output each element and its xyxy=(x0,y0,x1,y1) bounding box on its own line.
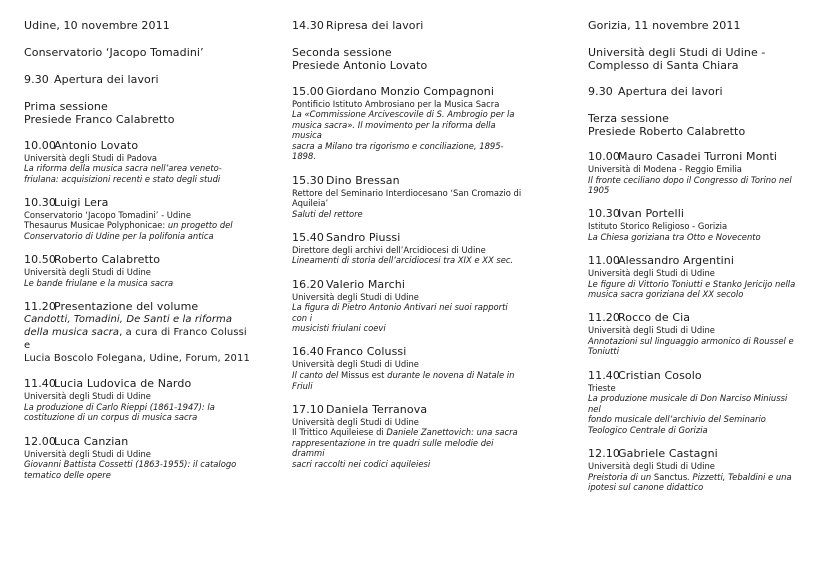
talk-title xyxy=(588,472,798,483)
session-3-header xyxy=(588,112,798,138)
talk-title-roman: Sanctus xyxy=(653,471,688,482)
session-title: Seconda sessione xyxy=(292,46,392,59)
talk-entry xyxy=(292,278,522,334)
talk-entry xyxy=(588,150,798,196)
talk-title-cont: rappresentazione in tre quadri sulle melodie dei drammi xyxy=(292,437,494,459)
book-title: Candotti, Tomadini, De Santi e la riforma xyxy=(24,313,233,325)
talk-affiliation: Direttore degli archivi dell’Arcidiocesi di Udine xyxy=(292,244,486,255)
talk-title xyxy=(292,370,522,381)
day1-morning-column xyxy=(24,19,250,492)
talk-affiliation: Università degli Studi di Udine xyxy=(292,291,419,302)
venue-line-cont: Complesso di Santa Chiara xyxy=(588,59,739,72)
talk-title-cont: 1905 xyxy=(588,185,610,196)
talk-entry xyxy=(292,231,522,266)
talk-title-roman: Missus est xyxy=(341,370,385,380)
talk-speaker: Franco Colussi xyxy=(326,345,407,359)
day1-venue: Conservatorio ‘Jacopo Tomadini’ xyxy=(24,46,204,59)
talk-speaker: Gabriele Castagni xyxy=(618,447,718,460)
talk-title-cont: musicisti friulani coevi xyxy=(292,323,386,334)
talk-title: Le figure di Vittorio Toniutti e Stanko Jericijo nella xyxy=(588,278,796,289)
talk-speaker: Roberto Calabretto xyxy=(54,253,161,267)
talk-title: Le bande friulane e la musica sacra xyxy=(24,277,174,288)
talk-time: 11.40 xyxy=(24,377,56,391)
talk-entry xyxy=(588,447,798,493)
resume-label: Ripresa dei lavori xyxy=(326,19,424,32)
talk-speaker: Valerio Marchi xyxy=(326,277,406,291)
talk-title-italic: Il canto del xyxy=(292,370,342,380)
talk-affiliation: Trieste xyxy=(588,382,616,393)
talk-affiliation: Università degli Studi di Udine xyxy=(24,448,151,459)
talk-title-cont: sacri raccolti nei codici aquileiesi xyxy=(292,459,431,470)
venue-line: Università degli Studi di Udine - xyxy=(588,46,766,59)
talk-speaker: Dino Bressan xyxy=(326,173,400,187)
talk-title-italic: Daniele Zanettovich xyxy=(386,427,472,438)
talk-title-cont: ipotesi sul canone didattico xyxy=(588,482,704,493)
talk-title: La produzione musicale di Don Narciso Miniussi nel xyxy=(588,393,788,414)
talk-title-cont: Conservatorio di Udine per la polifonia antica xyxy=(24,230,214,241)
talk-entry xyxy=(588,369,798,436)
talk-title-cont: fondo musicale dell’archivio del Seminario xyxy=(588,414,766,425)
talk-entry xyxy=(292,174,522,220)
talk-speaker: Giordano Monzio Compagnoni xyxy=(326,84,494,98)
talk-time: 11.40 xyxy=(588,368,620,382)
talk-entry xyxy=(24,139,250,185)
talk-affiliation: Conservatorio ‘Jacopo Tomadini’ - Udine xyxy=(24,209,192,220)
talk-time: 11.20 xyxy=(588,311,620,325)
talk-entry xyxy=(588,311,798,357)
talk-speaker: Lucia Ludovica de Nardo xyxy=(54,377,192,391)
talk-speaker: Alessandro Argentini xyxy=(618,253,734,267)
opening-label: Apertura dei lavori xyxy=(54,73,159,86)
talk-title: Saluti del rettore xyxy=(292,208,363,219)
talk-time: 12.00 xyxy=(24,434,56,448)
talk-title: La figura di Pietro Antonio Antivari nei suoi rapporti con i xyxy=(292,302,508,323)
talk-title-cont: musica sacra goriziana del XX secolo xyxy=(588,289,744,300)
talk-title-roman: Il Trittico Aquileiese di xyxy=(292,427,387,438)
talk-entry xyxy=(588,207,798,242)
talk-speaker: Rocco de Cia xyxy=(618,311,691,325)
day1-afternoon-column xyxy=(292,19,522,481)
talk-time: 10.00 xyxy=(24,138,56,152)
talk-title-italic: un progetto del xyxy=(165,220,233,231)
resume-time: 14.30 xyxy=(292,19,324,32)
talk-affiliation: Rettore del Seminario Interdiocesano ‘San Cromazio di xyxy=(292,187,522,198)
talk-title: Annotazioni sul linguaggio armonico di Roussel e xyxy=(588,335,794,346)
talk-entry xyxy=(292,345,522,391)
book-title-italic: della musica sacra xyxy=(24,327,120,339)
talk-affiliation: Università di Modena - Reggio Emilia xyxy=(588,164,742,174)
talk-time: 15.00 xyxy=(292,84,324,98)
talk-speaker: Cristian Cosolo xyxy=(618,368,702,382)
talk-affiliation: Università degli Studi di Udine xyxy=(292,416,419,427)
opening-time: 9.30 xyxy=(588,84,613,98)
presentation-time: 11.20 xyxy=(24,299,56,313)
opening-time: 9.30 xyxy=(24,73,49,86)
session-chair: Presiede Roberto Calabretto xyxy=(588,124,746,138)
book-editors: , a cura di Franco Colussi e xyxy=(24,327,247,351)
talk-speaker: Ivan Portelli xyxy=(618,207,685,221)
talk-affiliation: Università degli Studi di Udine xyxy=(588,267,715,278)
talk-affiliation: Università degli Studi di Udine xyxy=(292,359,419,370)
talk-speaker: Mauro Casadei Turroni Monti xyxy=(618,150,778,163)
day1-opening xyxy=(24,73,250,86)
talk-time: 10.00 xyxy=(588,150,620,163)
talk-speaker: Sandro Piussi xyxy=(326,230,401,244)
talk-affiliation-cont: Aquileia’ xyxy=(292,198,329,209)
talk-title: Lineamenti di storia dell’arcidiocesi tra XIX e XX sec. xyxy=(292,255,514,266)
talk-entry xyxy=(24,253,250,288)
opening-label: Apertura dei lavori xyxy=(618,84,723,98)
talk-time: 10.30 xyxy=(588,207,620,221)
talk-affiliation: Università degli Studi di Udine xyxy=(588,461,715,471)
talk-time: 15.40 xyxy=(292,230,324,244)
book-publisher: Lucia Boscolo Folegana, Udine, Forum, 2011 xyxy=(24,353,250,365)
talk-title-cont: costituzione di un corpus di musica sacra xyxy=(24,412,198,423)
talk-time: 10.50 xyxy=(24,253,56,267)
talk-affiliation: Università degli Studi di Udine xyxy=(24,267,151,278)
talk-time: 15.30 xyxy=(292,173,324,187)
session-chair: Presiede Antonio Lovato xyxy=(292,59,428,72)
talk-affiliation: Università degli Studi di Padova xyxy=(24,152,158,163)
talk-title-roman: Thesaurus Musicae Polyphonicae: xyxy=(24,220,166,231)
day1-date: Udine, 10 novembre 2011 xyxy=(24,19,170,32)
book-title-cont xyxy=(24,327,250,352)
presentation-label: Presentazione del volume xyxy=(54,299,199,313)
talk-speaker: Luca Canzian xyxy=(54,434,129,448)
session-title: Prima sessione xyxy=(24,100,108,113)
talk-title-italic: Preistoria di un xyxy=(588,471,654,482)
talk-entry xyxy=(24,435,250,481)
day2-column xyxy=(588,19,798,504)
talk-time: 16.40 xyxy=(292,345,324,359)
session-title: Terza sessione xyxy=(588,111,670,125)
talk-affiliation: Università degli Studi di Udine xyxy=(24,391,151,402)
talk-title-cont: sacra a Milano tra rigorismo e conciliazione, 1895-1898. xyxy=(292,140,504,162)
resume-session xyxy=(292,19,522,32)
talk-title-italic: . Pizzetti, Tebaldini e una xyxy=(687,471,792,482)
talk-affiliation: Università degli Studi di Udine xyxy=(588,325,715,336)
talk-title-italic: : una sacra xyxy=(471,427,518,438)
talk-title: La Chiesa goriziana tra Otto e Novecento xyxy=(588,231,761,242)
talk-time: 11.00 xyxy=(588,253,620,267)
talk-time: 12.10 xyxy=(588,447,620,460)
talk-time: 16.20 xyxy=(292,277,324,291)
day2-date: Gorizia, 11 novembre 2011 xyxy=(588,19,741,32)
talk-title-cont: musica sacra». Il movimento per la riforma della musica xyxy=(292,119,496,141)
talk-title: La riforma della musica sacra nell’area veneto- xyxy=(24,163,222,174)
talk-title-cont: tematico delle opere xyxy=(24,469,111,480)
talk-title: La produzione di Carlo Rieppi (1861-1947): la xyxy=(24,401,215,412)
talk-entry xyxy=(292,85,522,163)
talk-title-italic: durante le novena di Natale in xyxy=(384,370,515,380)
talk-time: 10.30 xyxy=(24,195,56,209)
talk-affiliation: Pontificio Istituto Ambrosiano per la Musica Sacra xyxy=(292,98,500,109)
talk-entry xyxy=(24,377,250,423)
talk-speaker: Daniela Terranova xyxy=(326,402,428,416)
talk-affiliation: Istituto Storico Religioso - Gorizia xyxy=(588,221,728,232)
session-chair: Presiede Franco Calabretto xyxy=(24,113,175,126)
talk-entry xyxy=(588,254,798,300)
talk-title: La «Commissione Arcivescovile di S. Ambrogio per la xyxy=(292,109,515,120)
session-2-header xyxy=(292,46,522,72)
talk-speaker: Antonio Lovato xyxy=(54,138,139,152)
talk-title: Il fronte ceciliano dopo il Congresso di Torino nel xyxy=(588,174,792,185)
talk-title: Giovanni Battista Cossetti (1863-1955): il catalogo xyxy=(24,459,237,470)
talk-title xyxy=(292,427,522,438)
talk-title-cont: Toniutti xyxy=(588,346,620,357)
talk-entry xyxy=(24,196,250,242)
day2-venue xyxy=(588,46,798,72)
session-1-header xyxy=(24,100,250,126)
talk-title-cont: Friuli xyxy=(292,380,313,391)
book-presentation xyxy=(24,300,250,366)
talk-title xyxy=(24,220,250,231)
talk-entry xyxy=(292,403,522,470)
talk-title-cont: Teologico Centrale di Gorizia xyxy=(588,424,708,435)
talk-time: 17.10 xyxy=(292,402,324,416)
talk-speaker: Luigi Lera xyxy=(54,195,109,209)
day2-opening xyxy=(588,85,798,98)
talk-title-cont: friulana: acquisizioni recenti e stato degli studi xyxy=(24,173,221,184)
